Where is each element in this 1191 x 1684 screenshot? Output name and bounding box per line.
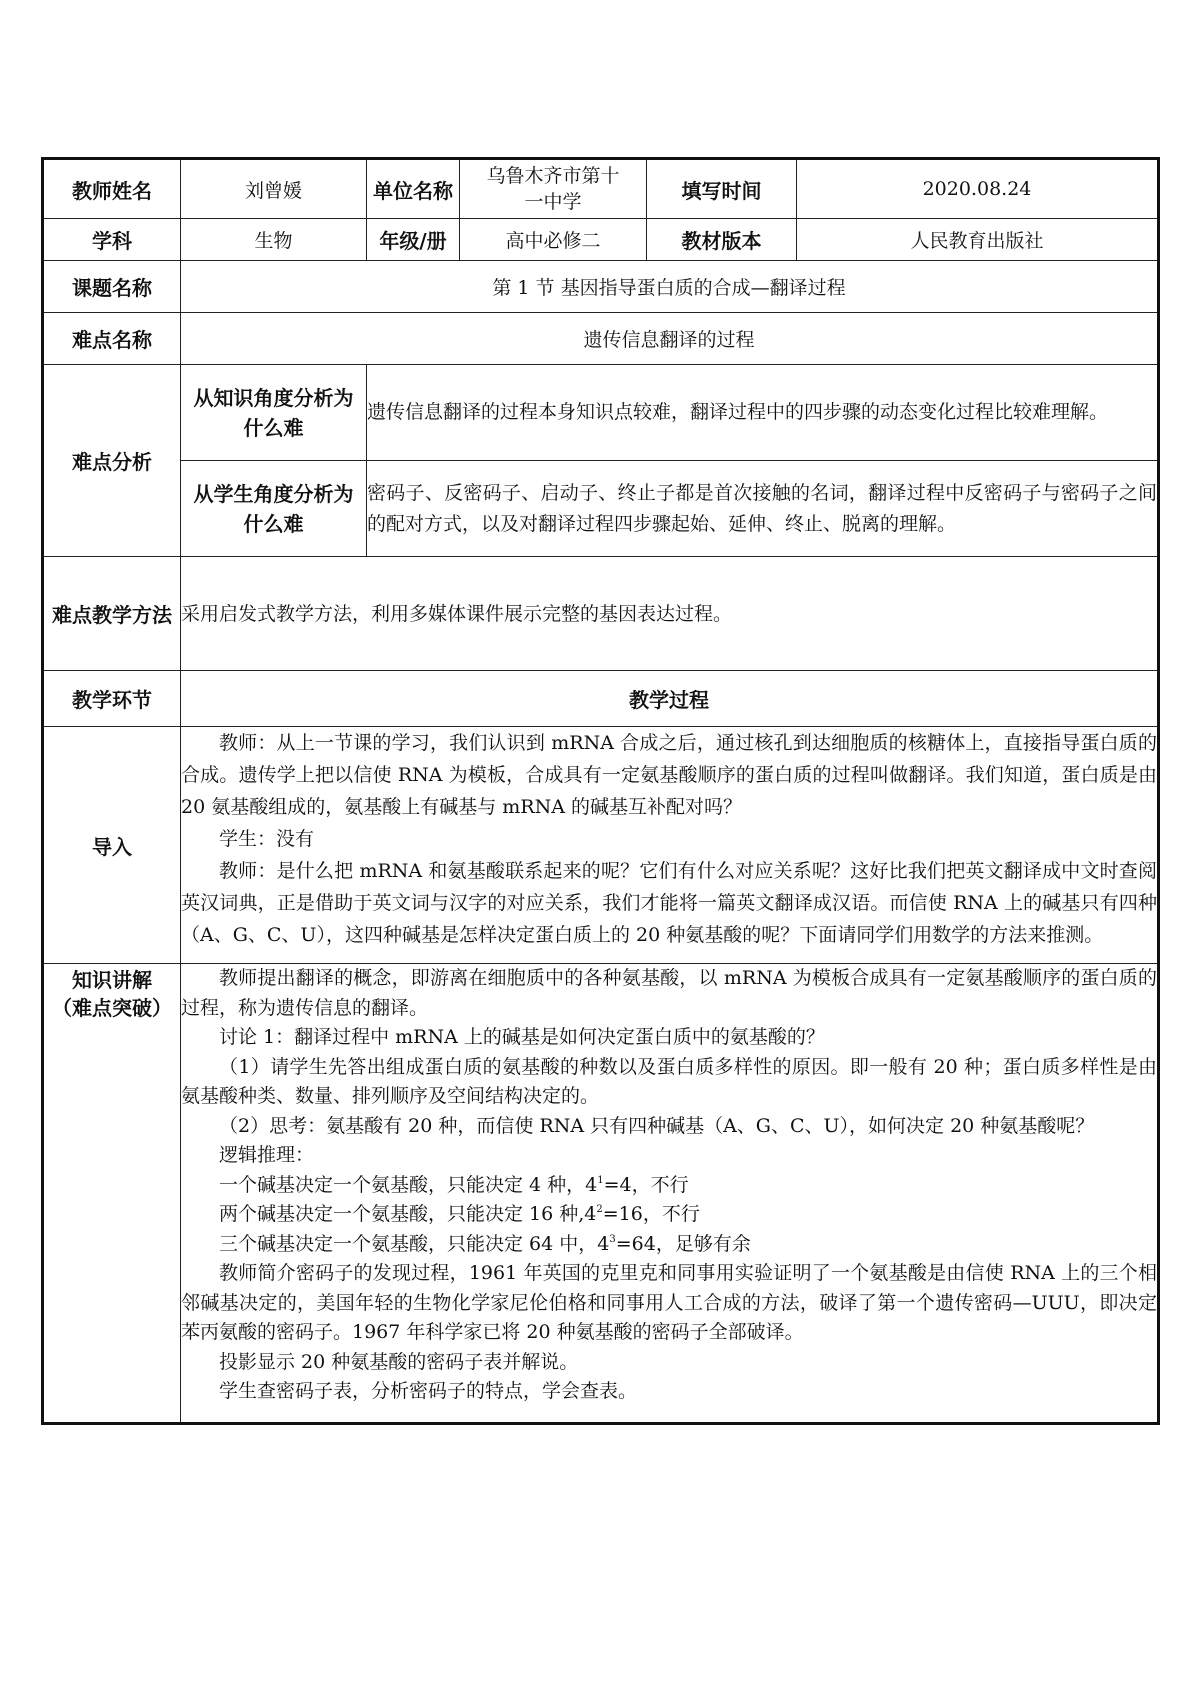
- one-base-result: =4，不行: [603, 1173, 689, 1196]
- two-base-result: =16，不行: [602, 1203, 700, 1225]
- topic-label: 课题名称: [43, 261, 181, 313]
- knowledge-angle-label: 从知识角度分析为什么难: [181, 365, 367, 461]
- knowledge-explain-label: [43, 964, 181, 1424]
- knowledge-paragraph-7: [181, 1200, 1157, 1230]
- topic-value: 第 1 节 基因指导蛋白质的合成—翻译过程: [181, 261, 1159, 313]
- analysis-label: 难点分析: [43, 365, 181, 557]
- intro-paragraph-3: 教师：是什么把 mRNA 和氨基酸联系起来的呢？它们有什么对应关系呢？这好比我们把英文翻译成中文时查阅英汉词典，正是借助于英文词与汉字的对应关系，我们才能将一篇英文翻译成汉语。而信使 RNA 上的碱基只有四种（A、G、C、U），这四种碱基是怎样决定蛋白质上的 20 种氨基酸的呢？下面请同学们用数学的方法来推测。: [181, 860, 1157, 946]
- teaching-stage-label: 教学环节: [43, 671, 181, 727]
- header-row-2: [43, 219, 1159, 261]
- three-base-result: =64，足够有余: [615, 1232, 751, 1255]
- knowledge-paragraph-3: （1）请学生先答出组成蛋白质的氨基酸的种数以及蛋白质多样性的原因。即一般有 20 种；蛋白质多样性是由氨基酸种类、数量、排列顺序及空间结构决定的。: [181, 1055, 1157, 1107]
- knowledge-paragraph-5: 逻辑推理：: [219, 1144, 315, 1166]
- teaching-process-label: 教学过程: [181, 671, 1159, 727]
- student-angle-label: 从学生角度分析为什么难: [181, 461, 367, 557]
- intro-row: [43, 727, 1159, 964]
- intro-paragraph-1: 教师：从上一节课的学习，我们认识到 mRNA 合成之后，通过核孔到达细胞质的核糖体上，直接指导蛋白质的合成。遗传学上把以信使 RNA 为模板，合成具有一定氨基酸顺序的蛋白质的过程叫做翻译。我们知道，蛋白质是由 20 氨基酸组成的，氨基酸上有碱基与 mRNA 的碱基互补配对吗？: [181, 732, 1157, 818]
- intro-label: 导入: [43, 727, 181, 964]
- edition-label: 教材版本: [647, 219, 797, 261]
- three-base-text: 三个碱基决定一个氨基酸，只能决定 64 中，4: [219, 1232, 610, 1255]
- analysis-row-knowledge: [43, 365, 1159, 461]
- fill-date-label: 填写时间: [647, 159, 797, 219]
- topic-row: [43, 261, 1159, 313]
- intro-content: [181, 727, 1159, 964]
- knowledge-paragraph-2: 讨论 1：翻译过程中 mRNA 上的碱基是如何决定蛋白质中的氨基酸的？: [219, 1026, 825, 1048]
- difficulty-row: [43, 313, 1159, 365]
- two-base-text: 两个碱基决定一个氨基酸，只能决定 16 种,4: [219, 1203, 597, 1225]
- analysis-row-student: [43, 461, 1159, 557]
- method-text: [181, 557, 1159, 671]
- knowledge-paragraph-1: 教师提出翻译的概念，即游离在细胞质中的各种氨基酸，以 mRNA 为模板合成具有一定氨基酸顺序的蛋白质的过程，称为遗传信息的翻译。: [181, 967, 1157, 1019]
- two-base-exponent: 2: [596, 1204, 603, 1215]
- grade-label: 年级/册: [367, 219, 460, 261]
- teacher-name-label: 教师姓名: [43, 159, 181, 219]
- grade-value: 高中必修二: [460, 219, 647, 261]
- one-base-exponent: 1: [597, 1174, 604, 1186]
- unit-name-value: 乌鲁木齐市第十一中学: [460, 159, 647, 219]
- process-header-row: [43, 671, 1159, 727]
- fill-date-value: 2020.08.24: [797, 159, 1159, 219]
- difficulty-value: 遗传信息翻译的过程: [181, 313, 1159, 365]
- unit-name-label: 单位名称: [367, 159, 460, 219]
- teacher-name-value: 刘曾媛: [181, 159, 367, 219]
- student-angle-paragraph: 密码子、反密码子、启动子、终止子都是首次接触的名词，翻译过程中反密码子与密码子之间的配对方式，以及对翻译过程四步骤起始、延伸、终止、脱离的理解。: [367, 481, 1157, 535]
- edition-value: 人民教育出版社: [797, 219, 1159, 261]
- student-angle-text: [367, 461, 1159, 557]
- knowledge-explain-label-line2: （难点突破）: [52, 996, 172, 1020]
- knowledge-paragraph-6: [181, 1171, 1157, 1201]
- header-row-1: [43, 159, 1159, 219]
- three-base-exponent: 3: [609, 1233, 616, 1245]
- intro-paragraph-2: 学生：没有: [219, 828, 315, 850]
- method-row: [43, 557, 1159, 671]
- knowledge-paragraph-8: [181, 1230, 1157, 1260]
- lesson-plan-table: [41, 157, 1160, 1425]
- knowledge-paragraph-10: 投影显示 20 种氨基酸的密码子表并解说。: [219, 1350, 579, 1373]
- lesson-plan-sheet: [41, 157, 1157, 1425]
- method-label: 难点教学方法: [43, 557, 181, 671]
- subject-label: 学科: [43, 219, 181, 261]
- knowledge-content: [181, 964, 1159, 1424]
- knowledge-paragraph-4: （2）思考：氨基酸有 20 种，而信使 RNA 只有四种碱基（A、G、C、U），如何决定 20 种氨基酸呢？: [219, 1114, 1095, 1137]
- knowledge-row: [43, 964, 1159, 1424]
- knowledge-angle-paragraph: 遗传信息翻译的过程本身知识点较难，翻译过程中的四步骤的动态变化过程比较难理解。: [367, 401, 1109, 423]
- method-paragraph: 采用启发式教学方法，利用多媒体课件展示完整的基因表达过程。: [181, 602, 733, 625]
- subject-value: 生物: [181, 219, 367, 261]
- knowledge-paragraph-9: 教师简介密码子的发现过程，1961 年英国的克里克和同事用实验证明了一个氨基酸是由信使 RNA 上的三个相邻碱基决定的，美国年轻的生物化学家尼伦伯格和同事用人工合成的方法，破译了第一个遗传密码—UUU，即决定苯丙氨酸的密码子。1967 年科学家已将 20 种氨基酸的密码子全部破译。: [181, 1262, 1157, 1343]
- knowledge-angle-text: [367, 365, 1159, 461]
- knowledge-explain-label-line1: 知识讲解: [72, 968, 152, 992]
- one-base-text: 一个碱基决定一个氨基酸，只能决定 4 种，4: [219, 1173, 598, 1196]
- difficulty-label: 难点名称: [43, 313, 181, 365]
- knowledge-paragraph-11: 学生查密码子表，分析密码子的特点，学会查表。: [219, 1380, 638, 1402]
